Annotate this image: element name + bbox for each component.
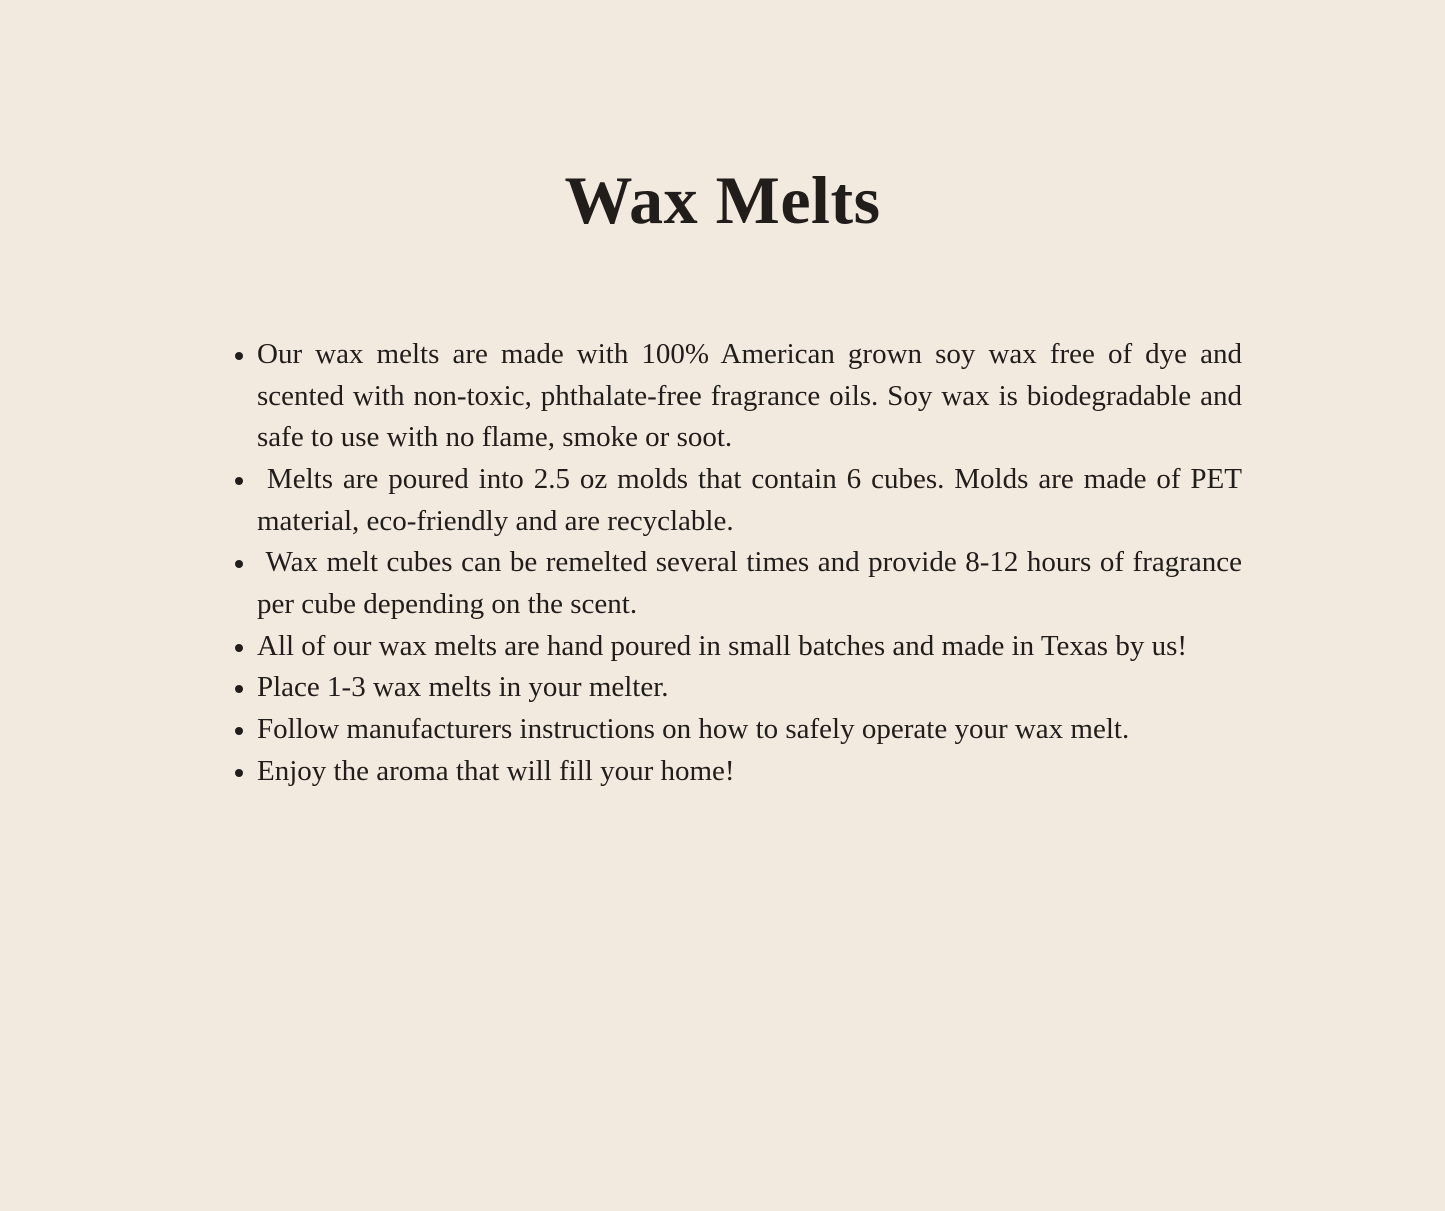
list-item: • Wax melt cubes can be remelted several times and provide 8-12 hours of fragrance per cube depending on the scent. [257, 542, 1242, 625]
list-item: • Enjoy the aroma that will fill your home! [257, 751, 1242, 793]
list-item: • All of our wax melts are hand poured in small batches and made in Texas by us! [257, 626, 1242, 668]
list-item: • Our wax melts are made with 100% American grown soy wax free of dye and scented with non-toxic, phthalate-free fragrance oils. Soy wax is biodegradable and safe to use with no flame, smoke or soot. [257, 334, 1242, 459]
info-bullet-list [230, 334, 1242, 793]
list-item: • Melts are poured into 2.5 oz molds that contain 6 cubes. Molds are made of PET material, eco-friendly and are recyclable. [257, 459, 1242, 542]
list-item: • Follow manufacturers instructions on how to safely operate your wax melt. [257, 709, 1242, 751]
list-item: • Place 1-3 wax melts in your melter. [257, 667, 1242, 709]
page-title: Wax Melts [564, 162, 881, 238]
